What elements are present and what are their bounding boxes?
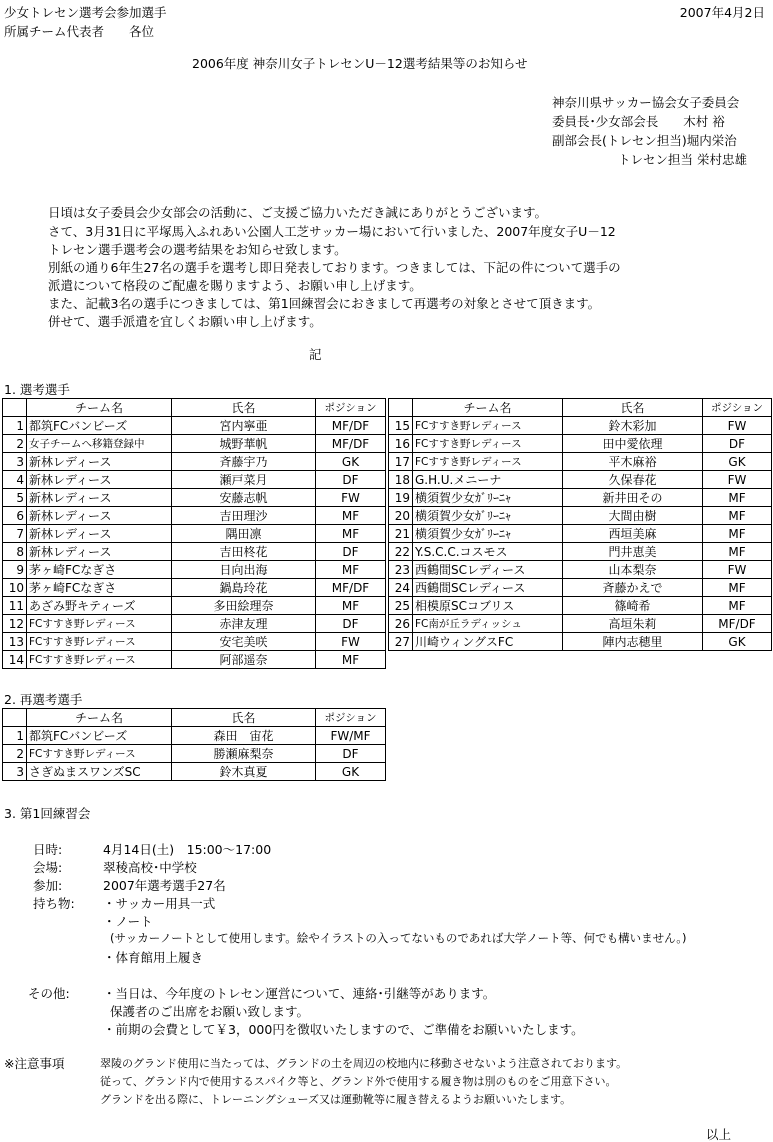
team-cell: 新林レディース	[27, 543, 172, 561]
table-row	[3, 633, 386, 651]
table-row	[3, 435, 386, 453]
team-cell: 新林レディース	[27, 489, 172, 507]
row-number: 9	[3, 561, 27, 579]
document-date: 2007年4月2日	[679, 5, 765, 20]
position-cell: MF	[316, 651, 386, 669]
team-cell: 茅ヶ崎FCなぎさ	[27, 579, 172, 597]
table-row	[389, 543, 772, 561]
header-team: チーム名	[413, 399, 563, 417]
row-number: 17	[389, 453, 413, 471]
team-cell: 横須賀少女ｶﾞﾘｰﾆｬ	[413, 489, 563, 507]
body-line-5: 派遣について格段のご配慮を賜りますよう、お願い申し上げます。	[48, 278, 422, 293]
player-name-cell: 斉藤宇乃	[172, 453, 316, 471]
document-title: 2006年度 神奈川女子トレセンU－12選考結果等のお知らせ	[192, 56, 528, 71]
selected-players-table-left	[2, 398, 386, 669]
table-header-row	[3, 399, 386, 417]
header-name: 氏名	[172, 709, 316, 727]
table-row	[3, 745, 386, 763]
body-line-7: 併せて、選手派遣を宜しくお願い申し上げます。	[48, 314, 322, 329]
row-number: 24	[389, 579, 413, 597]
player-name-cell: 西垣美麻	[563, 525, 703, 543]
player-name-cell: 平木麻裕	[563, 453, 703, 471]
other-line-2: ・前期の会費として￥3，000円を徴収いたしますので、ご準備をお願いいたします。	[103, 1022, 584, 1037]
position-cell: DF	[316, 615, 386, 633]
row-number: 2	[3, 745, 27, 763]
table-row	[3, 471, 386, 489]
row-number: 3	[3, 453, 27, 471]
team-cell: 西鶴間SCレディース	[413, 561, 563, 579]
position-cell: GK	[316, 453, 386, 471]
team-cell: 都筑FCバンビーズ	[27, 727, 172, 745]
position-cell: MF/DF	[316, 435, 386, 453]
team-cell: FCすすき野レディース	[27, 615, 172, 633]
team-cell: 横須賀少女ｶﾞﾘｰﾆｬ	[413, 507, 563, 525]
table-row	[389, 417, 772, 435]
row-number: 1	[3, 727, 27, 745]
team-cell: Y.S.C.C.コスモス	[413, 543, 563, 561]
item-indoor-shoes: ・体育館用上履き	[103, 950, 204, 965]
venue-value: 翠稜高校･中学校	[103, 860, 197, 875]
player-name-cell: 赤津友理	[172, 615, 316, 633]
table-row	[389, 507, 772, 525]
sender-tresen: トレセン担当 栄村忠雄	[618, 152, 747, 167]
ki-mark: 記	[309, 347, 322, 362]
addressee-line-1: 少女トレセン選考会参加選手	[4, 5, 167, 20]
table-row	[3, 727, 386, 745]
venue-label: 会場:	[33, 860, 63, 875]
header-position: ポジション	[316, 709, 386, 727]
player-name-cell: 吉田理沙	[172, 507, 316, 525]
body-line-3: トレセン選手選考会の選考結果をお知らせ致します。	[48, 242, 347, 257]
table-row	[3, 507, 386, 525]
table-row	[389, 453, 772, 471]
player-name-cell: 鈴木彩加	[563, 417, 703, 435]
section3-heading: 3. 第1回練習会	[4, 806, 91, 821]
player-name-cell: 斉藤かえで	[563, 579, 703, 597]
item-notebook: ・ノート	[103, 914, 153, 929]
table-row	[389, 579, 772, 597]
player-name-cell: 勝瀬麻梨奈	[172, 745, 316, 763]
player-name-cell: 安藤志帆	[172, 489, 316, 507]
row-number: 16	[389, 435, 413, 453]
position-cell: GK	[316, 763, 386, 781]
notes-line-2: 従って、グランド内で使用するスパイク等と、グランド外で使用する履き物は別のものをご用意下さい。	[100, 1075, 617, 1088]
team-cell: 新林レディース	[27, 525, 172, 543]
row-number: 15	[389, 417, 413, 435]
table-row	[3, 651, 386, 669]
player-name-cell: 阿部遥奈	[172, 651, 316, 669]
position-cell: FW	[316, 633, 386, 651]
table-row	[3, 543, 386, 561]
player-name-cell: 宮内寧亜	[172, 417, 316, 435]
player-name-cell: 日向出海	[172, 561, 316, 579]
position-cell: MF	[703, 507, 772, 525]
other-label: その他:	[28, 986, 70, 1001]
player-name-cell: 鍋島玲花	[172, 579, 316, 597]
table-row	[389, 633, 772, 651]
team-cell: あざみ野キティーズ	[27, 597, 172, 615]
table-row	[3, 417, 386, 435]
table-header-row	[389, 399, 772, 417]
player-name-cell: 多田絵理奈	[172, 597, 316, 615]
row-number: 14	[3, 651, 27, 669]
notes-line-1: 翠陵のグランド使用に当たっては、グランドの土を周辺の校地内に移動させないよう注意されております。	[100, 1057, 628, 1070]
body-line-4: 別紙の通り6年生27名の選手を選考し即日発表しております。つきましては、下記の件について選手の	[48, 260, 621, 275]
player-name-cell: 久保春花	[563, 471, 703, 489]
team-cell: FCすすき野レディース	[413, 435, 563, 453]
table-row	[389, 615, 772, 633]
row-number: 23	[389, 561, 413, 579]
row-number: 18	[389, 471, 413, 489]
header-position: ポジション	[703, 399, 772, 417]
position-cell: MF	[703, 597, 772, 615]
item-notebook-note: (サッカーノートとして使用します。絵やイラストの入ってないものであれば大学ノート等、何でも構いません。)	[110, 931, 687, 945]
body-line-1: 日頃は女子委員会少女部会の活動に、ご支援ご協力いただき誠にありがとうございます。	[48, 205, 548, 220]
player-name-cell: 田中愛依理	[563, 435, 703, 453]
table-header-row	[3, 709, 386, 727]
player-name-cell: 新井田その	[563, 489, 703, 507]
header-no	[3, 399, 27, 417]
player-name-cell: 高垣朱莉	[563, 615, 703, 633]
position-cell: MF	[316, 597, 386, 615]
row-number: 25	[389, 597, 413, 615]
notes-line-3: グランドを出る際に、トレーニングシューズ又は運動靴等に履き替えるようお願いいたします。	[100, 1093, 572, 1106]
table-row	[389, 489, 772, 507]
row-number: 22	[389, 543, 413, 561]
sender-chair: 委員長･少女部会長 木村 裕	[552, 114, 725, 129]
position-cell: MF	[316, 561, 386, 579]
team-cell: FCすすき野レディース	[27, 745, 172, 763]
table-row	[3, 615, 386, 633]
position-cell: FW	[316, 489, 386, 507]
table-row	[3, 489, 386, 507]
header-no	[389, 399, 413, 417]
position-cell: MF	[316, 507, 386, 525]
header-team: チーム名	[27, 399, 172, 417]
participants-label: 参加:	[33, 878, 63, 893]
table-row	[3, 525, 386, 543]
selected-players-table-right	[388, 398, 772, 651]
table-row	[3, 453, 386, 471]
team-cell: 相模原SCコブリス	[413, 597, 563, 615]
table-row	[389, 561, 772, 579]
participants-value: 2007年選考選手27名	[103, 878, 226, 893]
table-row	[389, 597, 772, 615]
other-line-1b: 保護者のご出席をお願い致します。	[110, 1004, 310, 1019]
player-name-cell: 鈴木真夏	[172, 763, 316, 781]
row-number: 26	[389, 615, 413, 633]
team-cell: 女子チームへ移籍登録中	[27, 435, 172, 453]
sender-vice: 副部会長(トレセン担当)堀内栄治	[552, 133, 737, 148]
position-cell: MF	[703, 543, 772, 561]
addressee-line-2: 所属チーム代表者 各位	[4, 24, 155, 39]
header-position: ポジション	[316, 399, 386, 417]
row-number: 10	[3, 579, 27, 597]
player-name-cell: 篠崎希	[563, 597, 703, 615]
header-no	[3, 709, 27, 727]
position-cell: GK	[703, 633, 772, 651]
closing: 以上	[706, 1127, 732, 1142]
reselection-players-table	[2, 708, 386, 781]
section1-heading: 1. 選考選手	[4, 382, 70, 397]
row-number: 6	[3, 507, 27, 525]
team-cell: 川崎ウィングスFC	[413, 633, 563, 651]
row-number: 12	[3, 615, 27, 633]
table-row	[3, 597, 386, 615]
team-cell: 新林レディース	[27, 471, 172, 489]
row-number: 7	[3, 525, 27, 543]
team-cell: 西鶴間SCレディース	[413, 579, 563, 597]
player-name-cell: 隅田凛	[172, 525, 316, 543]
team-cell: G.H.U.メニーナ	[413, 471, 563, 489]
body-line-2: さて、3月31日に平塚馬入ふれあい公園人工芝サッカー場において行いました、2007年度女子U－12	[48, 224, 616, 239]
team-cell: 横須賀少女ｶﾞﾘｰﾆｬ	[413, 525, 563, 543]
position-cell: DF	[703, 435, 772, 453]
row-number: 1	[3, 417, 27, 435]
item-soccer-gear: ・サッカー用具一式	[103, 896, 216, 911]
player-name-cell: 吉田柊花	[172, 543, 316, 561]
row-number: 3	[3, 763, 27, 781]
row-number: 20	[389, 507, 413, 525]
table-row	[3, 561, 386, 579]
datetime-label: 日時:	[33, 842, 63, 857]
position-cell: DF	[316, 471, 386, 489]
notes-label: ※注意事項	[4, 1056, 65, 1071]
other-line-1: ・当日は、今年度のトレセン運営について、連絡･引継等があります。	[103, 986, 496, 1001]
position-cell: MF	[703, 489, 772, 507]
row-number: 21	[389, 525, 413, 543]
team-cell: FCすすき野レディース	[27, 651, 172, 669]
row-number: 19	[389, 489, 413, 507]
items-label: 持ち物:	[33, 896, 75, 911]
player-name-cell: 安宅美咲	[172, 633, 316, 651]
row-number: 5	[3, 489, 27, 507]
player-name-cell: 陣内志穂里	[563, 633, 703, 651]
row-number: 13	[3, 633, 27, 651]
row-number: 11	[3, 597, 27, 615]
team-cell: さぎぬまスワンズSC	[27, 763, 172, 781]
position-cell: MF	[703, 579, 772, 597]
sender-org: 神奈川県サッカー協会女子委員会	[552, 95, 740, 110]
row-number: 27	[389, 633, 413, 651]
position-cell: FW	[703, 471, 772, 489]
row-number: 8	[3, 543, 27, 561]
player-name-cell: 森田 宙花	[172, 727, 316, 745]
header-name: 氏名	[563, 399, 703, 417]
position-cell: FW	[703, 417, 772, 435]
position-cell: MF/DF	[316, 417, 386, 435]
position-cell: MF/DF	[703, 615, 772, 633]
team-cell: FC南が丘ラディッシュ	[413, 615, 563, 633]
team-cell: FCすすき野レディース	[413, 417, 563, 435]
team-cell: 新林レディース	[27, 507, 172, 525]
position-cell: DF	[316, 543, 386, 561]
table-row	[389, 435, 772, 453]
team-cell: 茅ヶ崎FCなぎさ	[27, 561, 172, 579]
table-row	[389, 525, 772, 543]
position-cell: MF	[703, 525, 772, 543]
player-name-cell: 瀬戸菜月	[172, 471, 316, 489]
team-cell: FCすすき野レディース	[27, 633, 172, 651]
position-cell: GK	[703, 453, 772, 471]
section2-heading: 2. 再選考選手	[4, 692, 83, 707]
position-cell: MF	[316, 525, 386, 543]
position-cell: DF	[316, 745, 386, 763]
header-name: 氏名	[172, 399, 316, 417]
table-row	[3, 763, 386, 781]
datetime-value: 4月14日(土) 15:00～17:00	[103, 842, 272, 857]
team-cell: 新林レディース	[27, 453, 172, 471]
player-name-cell: 城野華帆	[172, 435, 316, 453]
position-cell: MF/DF	[316, 579, 386, 597]
table-row	[3, 579, 386, 597]
position-cell: FW/MF	[316, 727, 386, 745]
table-row	[389, 471, 772, 489]
row-number: 4	[3, 471, 27, 489]
position-cell: FW	[703, 561, 772, 579]
player-name-cell: 大間由樹	[563, 507, 703, 525]
row-number: 2	[3, 435, 27, 453]
body-line-6: また、記載3名の選手につきましては、第1回練習会におきまして再選考の対象とさせて頂きます。	[48, 296, 601, 311]
header-team: チーム名	[27, 709, 172, 727]
player-name-cell: 門井恵美	[563, 543, 703, 561]
team-cell: FCすすき野レディース	[413, 453, 563, 471]
team-cell: 都筑FCバンビーズ	[27, 417, 172, 435]
player-name-cell: 山本梨奈	[563, 561, 703, 579]
